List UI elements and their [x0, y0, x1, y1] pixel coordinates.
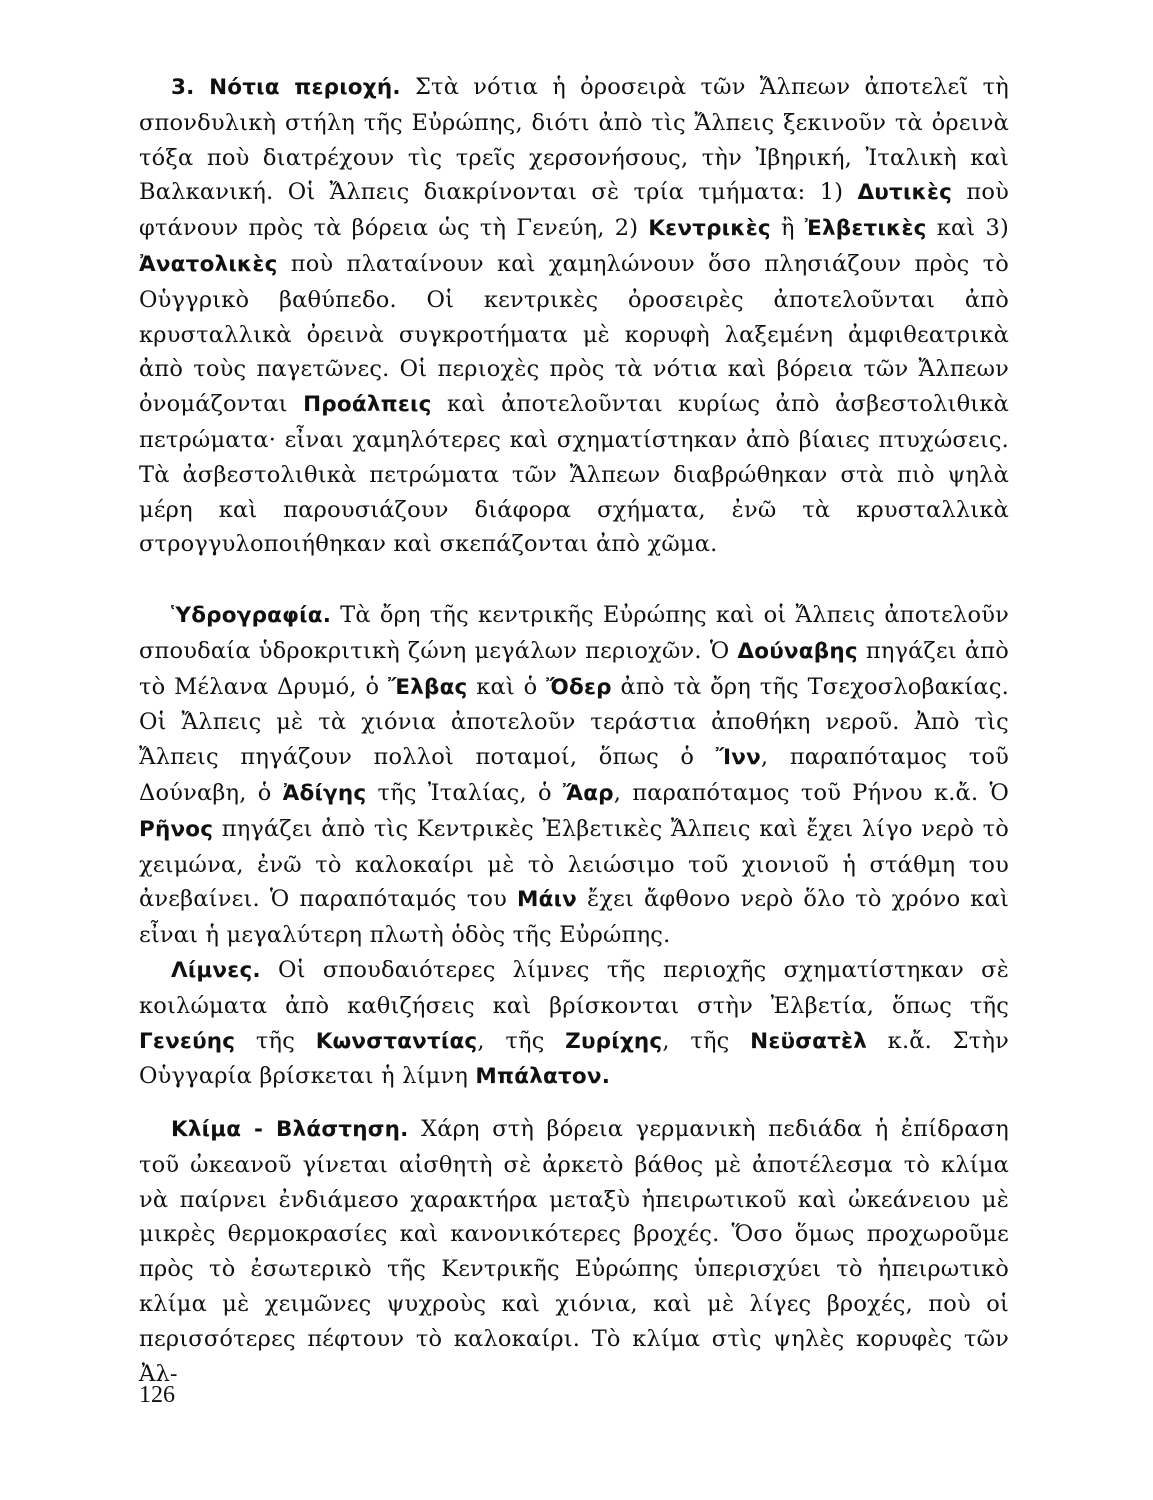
- bold-term: Ἀδίγης: [282, 780, 367, 806]
- section-heading: 3. Νότια περιοχή.: [171, 75, 401, 100]
- bold-term: Ζυρίχης: [565, 1028, 663, 1054]
- paragraph: Λίμνες. Οἱ σπουδαιότερες λίμνες τῆς περιοχῆς σχηματίστηκαν σὲ κοιλώματα ἀπὸ καθιζήσεις καὶ βρίσκονται στὴν Ἐλβετία, ὅπως τῆς Γενεύης τῆς Κωνσταντίας, τῆς Ζυρίχης, τῆς Νεϋσατὲλ κ.ἄ. Στὴν Οὑγγαρία βρίσκεται ἡ λίμνη Μπάλατον.: [139, 956, 1009, 1090]
- bold-term: Γενεύης: [139, 1028, 236, 1054]
- bold-term: Κωνσταντίας: [315, 1028, 478, 1054]
- page-number: 126: [139, 1382, 175, 1408]
- bold-term: Μάιν: [517, 887, 577, 913]
- bold-term: Κεντρικὲς: [648, 216, 771, 242]
- bold-term: Μπάλατον.: [475, 1064, 611, 1090]
- section-heading: Ὑδρογραφία.: [171, 603, 332, 628]
- section-south-region: [139, 70, 1009, 562]
- bold-term: Δούναβης: [737, 638, 858, 664]
- bold-term: Ἀνατολικὲς: [139, 251, 278, 277]
- bold-term: Ὄδερ: [546, 674, 612, 700]
- bold-term: Ἔλβας: [388, 674, 468, 700]
- section-heading: Κλίμα - Βλάστηση.: [171, 1117, 409, 1142]
- section-hydrography: [139, 598, 1009, 1095]
- paragraph: Κλίμα - Βλάστηση. Χάρη στὴ βόρεια γερμανικὴ πεδιάδα ἡ ἐπίδραση τοῦ ὠκεανοῦ γίνεται αἰσθητὴ σὲ ἀρκετὸ βάθος μὲ ἀποτέλεσμα τὸ κλίμα νὰ παίρνει ἐνδιάμεσο χαρακτήρα μεταξὺ ἠπειρωτικοῦ καὶ ὠκεάνειου μὲ μικρὲς θερμοκρασίες καὶ κανονικότερες βροχές. Ὅσο ὅμως προχωροῦμε πρὸς τὸ ἐσωτερικὸ τῆς Κεντρικῆς Εὐρώπης ὑπερισχύει τὸ ἠπειρωτικὸ κλίμα μὲ χειμῶνες ψυχροὺς καὶ χιόνια, καὶ μὲ λίγες βροχές, ποὺ οἱ περισσότερες πέφτουν τὸ καλοκαίρι. Τὸ κλίμα στὶς ψηλὲς κορυφὲς τῶν Ἀλ-: [139, 1116, 1009, 1387]
- paragraph: Ὑδρογραφία. Τὰ ὄρη τῆς κεντρικῆς Εὐρώπης καὶ οἱ Ἄλπεις ἀποτελοῦν σπουδαία ὑδροκριτικὴ ζώνη μεγάλων περιοχῶν. Ὁ Δούναβης πηγάζει ἀπὸ τὸ Μέλανα Δρυμό, ὁ Ἔλβας καὶ ὁ Ὄδερ ἀπὸ τὰ ὄρη τῆς Τσεχοσλοβακίας. Οἱ Ἄλπεις μὲ τὰ χιόνια ἀποτελοῦν τεράστια ἀποθήκη νεροῦ. Ἀπὸ τὶς Ἄλπεις πηγάζουν πολλοὶ ποταμοί, ὅπως ὁ Ἴνν, παραπόταμος τοῦ Δούναβη, ὁ Ἀδίγης τῆς Ἰταλίας, ὁ Ἄαρ, παραπόταμος τοῦ Ρήνου κ.ἄ. Ὁ Ρῆνος πηγάζει ἀπὸ τὶς Κεντρικὲς Ἐλβετικὲς Ἄλπεις καὶ ἔχει λίγο νερὸ τὸ χειμώνα, ἐνῶ τὸ καλοκαίρι μὲ τὸ λειώσιμο τοῦ χιονιοῦ ἡ στάθμη του ἀνεβαίνει. Ὁ παραπόταμός του Μάιν ἔχει ἄφθονο νερὸ ὅλο τὸ χρόνο καὶ εἶναι ἡ μεγαλύτερη πλωτὴ ὁδὸς τῆς Εὐρώπης.: [139, 602, 1010, 949]
- bold-term: Ἴνν: [715, 745, 761, 771]
- bold-term: Νεϋσατὲλ: [750, 1028, 868, 1054]
- bold-term: Ρῆνος: [139, 816, 214, 842]
- bold-term: Ἐλβετικὲς: [804, 216, 927, 242]
- bold-term: Ἄαρ: [562, 780, 614, 806]
- section-climate: [139, 1112, 1009, 1391]
- section-heading: Λίμνες.: [171, 957, 261, 983]
- bold-term: Προάλπεις: [303, 392, 432, 418]
- bold-term: Δυτικὲς: [857, 180, 953, 206]
- paragraph: 3. Νότια περιοχή. Στὰ νότια ἡ ὀροσειρὰ τῶν Ἄλπεων ἀποτελεῖ τὴ σπονδυλικὴ στήλη τῆς Εὐρώπης, διότι ἀπὸ τὶς Ἄλπεις ξεκινοῦν τὰ ὀρεινὰ τόξα ποὺ διατρέχουν τὶς τρεῖς χερσονήσους, τὴν Ἰβηρική, Ἰταλικὴ καὶ Βαλκανική. Οἱ Ἄλπεις διακρίνονται σὲ τρία τμήματα: 1) Δυτικὲς ποὺ φτάνουν πρὸς τὰ βόρεια ὡς τὴ Γενεύη, 2) Κεντρικὲς ἢ Ἐλβετικὲς καὶ 3) Ἀνατολικὲς ποὺ πλαταίνουν καὶ χαμηλώνουν ὅσο πλησιάζουν πρὸς τὸ Οὑγγρικὸ βαθύπεδο. Οἱ κεντρικὲς ὀροσειρὲς ἀποτελοῦνται ἀπὸ κρυσταλλικὰ ὀρεινὰ συγκροτήματα μὲ κορυφὴ λαξεμένη ἀμφιθεατρικὰ ἀπὸ τοὺς παγετῶνες. Οἱ περιοχὲς πρὸς τὰ νότια καὶ βόρεια τῶν Ἄλπεων ὀνομάζονται Προάλπεις καὶ ἀποτελοῦνται κυρίως ἀπὸ ἀσβεστολιθικὰ πετρώματα· εἶναι χαμηλότερες καὶ σχηματίστηκαν ἀπὸ βίαιες πτυχώσεις. Τὰ ἀσβεστολιθικὰ πετρώματα τῶν Ἄλπεων διαβρώθηκαν στὰ πιὸ ψηλὰ μέρη καὶ παρουσιάζουν διάφορα σχήματα, ἐνῶ τὰ κρυσταλλικὰ στρογγυλοποιήθηκαν καὶ σκεπάζονται ἀπὸ χῶμα.: [139, 74, 1009, 558]
